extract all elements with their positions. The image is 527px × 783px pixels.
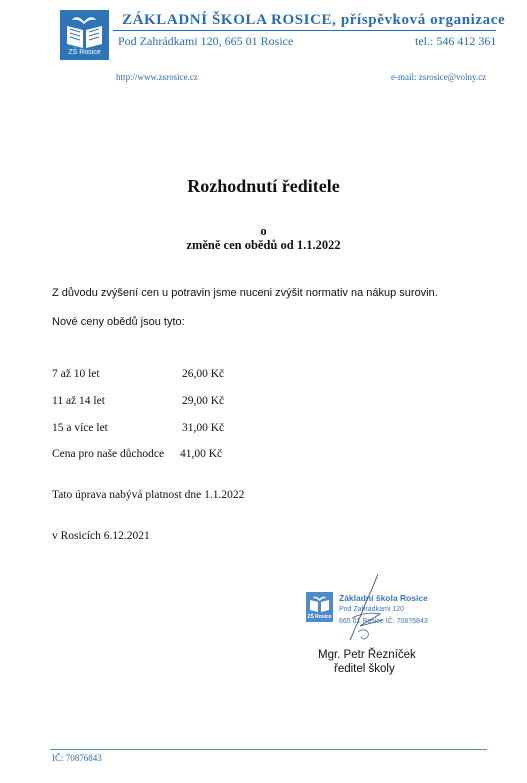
school-website-link[interactable]: http://www.zsrosice.cz bbox=[116, 72, 198, 82]
stamp-logo bbox=[306, 592, 333, 622]
place-and-date: v Rosicích 6.12.2021 bbox=[52, 530, 150, 542]
signer-role: ředitel školy bbox=[334, 663, 395, 675]
school-address: Pod Zahrádkami 120, 665 01 Rosice bbox=[118, 34, 294, 48]
prices-intro: Nové ceny obědů jsou tyto: bbox=[52, 316, 185, 328]
logo-caption: ZŠ Rosice bbox=[68, 49, 101, 56]
document-title: Rozhodnutí ředitele bbox=[187, 176, 340, 196]
document-subtitle-o: o bbox=[260, 224, 267, 238]
footer-divider bbox=[50, 749, 487, 750]
school-email-link[interactable]: e-mail: zsrosice@volny.cz bbox=[391, 72, 487, 82]
price-value: 41,00 Kč bbox=[180, 448, 223, 460]
price-value: 31,00 Kč bbox=[182, 422, 225, 434]
signer-name: Mgr. Petr Řezníček bbox=[318, 649, 416, 661]
price-label: 7 až 10 let bbox=[52, 368, 100, 380]
stamp-school-name: Základní škola Rosice bbox=[339, 593, 428, 603]
footer-company-id: IČ: 70876843 bbox=[52, 753, 102, 763]
handwritten-signature bbox=[330, 570, 410, 650]
price-label: 11 až 14 let bbox=[52, 395, 105, 407]
header-divider bbox=[113, 30, 496, 31]
price-label: Cena pro naše důchodce bbox=[52, 448, 165, 460]
school-logo bbox=[60, 10, 109, 60]
validity-statement: Tato úprava nabývá platnost dne 1.1.2022 bbox=[52, 489, 245, 501]
school-phone: tel.: 546 412 361 bbox=[415, 34, 497, 48]
price-label: 15 a více let bbox=[52, 422, 108, 434]
reason-paragraph: Z důvodu zvýšení cen u potravin jsme nuceni zvýšit normativ na nákup surovin. bbox=[52, 287, 438, 299]
price-value: 26,00 Kč bbox=[182, 368, 225, 380]
stamp-city-ic: 665 01 Rosice IČ: 70876843 bbox=[339, 618, 428, 625]
document-subtitle: změně cen obědů od 1.1.2022 bbox=[186, 238, 341, 252]
stamp-address: Pod Zahrádkami 120 bbox=[339, 606, 404, 613]
stamp-logo-caption: ZŠ Rosice bbox=[307, 614, 332, 620]
price-value: 29,00 Kč bbox=[182, 395, 225, 407]
school-name: ZÁKLADNÍ ŠKOLA ROSICE, příspěvková organizace bbox=[122, 12, 506, 28]
